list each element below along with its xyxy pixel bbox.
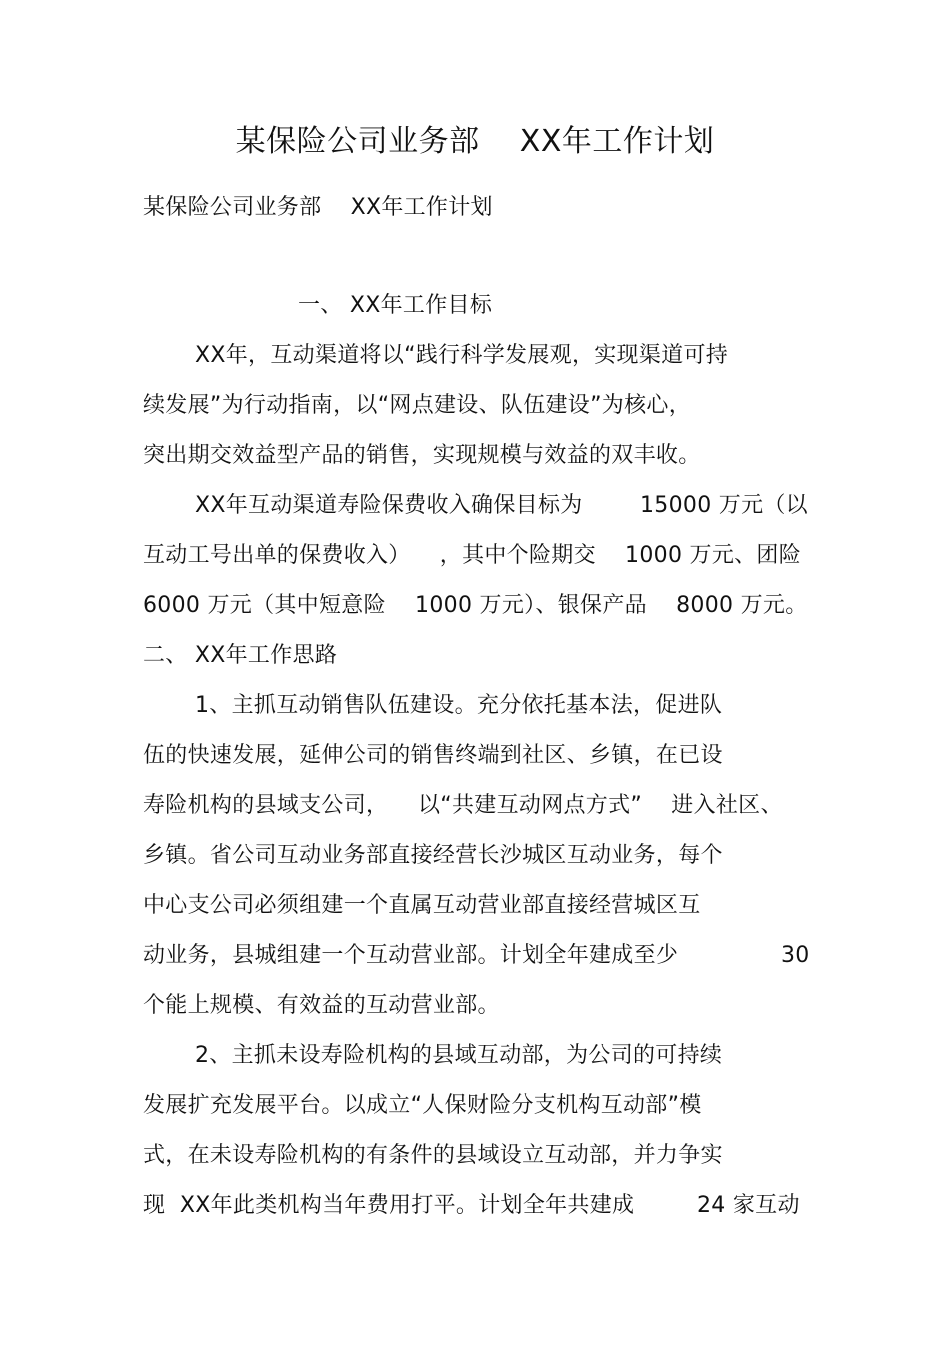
paragraph-line-tail: 15000 万元（以 xyxy=(640,493,808,518)
section-heading-goals: 一、 XX年工作目标 xyxy=(298,293,493,318)
paragraph-line: 动业务，县城组建一个互动营业部。计划全年建成至少 xyxy=(143,943,679,968)
paragraph-line: 发展扩充发展平台。以成立“人保财险分支机构互动部”模 xyxy=(143,1093,702,1118)
paragraph-line: 中心支公司必须组建一个直属互动营业部直接经营城区互 xyxy=(143,893,701,918)
paragraph-line: 个能上规模、有效益的互动营业部。 xyxy=(143,993,500,1018)
paragraph-line: 1、主抓互动销售队伍建设。充分依托基本法，促进队 xyxy=(195,693,723,718)
paragraph-line: 突出期交效益型产品的销售，实现规模与效益的双丰收。 xyxy=(143,443,701,468)
paragraph-line: 6000 万元（其中短意险 1000 万元）、银保产品 8000 万元。 xyxy=(143,593,808,618)
paragraph-line: 现 XX年此类机构当年费用打平。计划全年共建成 xyxy=(143,1193,635,1218)
paragraph-line: 互动工号出单的保费收入） ，其中个险期交 1000 万元、团险 xyxy=(143,543,802,568)
paragraph-line-tail: 24 家互动 xyxy=(697,1193,800,1218)
document-subtitle: 某保险公司业务部 XX年工作计划 xyxy=(143,195,493,220)
paragraph-line: 式，在未设寿险机构的有条件的县域设立互动部，并力争实 xyxy=(143,1143,723,1168)
paragraph-line-tail: 以“共建互动网点方式” 进入社区、 xyxy=(418,793,783,818)
paragraph-line-tail: 30 xyxy=(781,943,810,968)
paragraph-line: 乡镇。省公司互动业务部直接经营长沙城区互动业务，每个 xyxy=(143,843,723,868)
paragraph-line: 续发展”为行动指南，以“网点建设、队伍建设”为核心， xyxy=(143,393,691,418)
paragraph-line: 2、主抓未设寿险机构的县域互动部，为公司的可持续 xyxy=(195,1043,723,1068)
paragraph-line: XX年，互动渠道将以“践行科学发展观，实现渠道可持 xyxy=(195,343,729,368)
paragraph-line: XX年互动渠道寿险保费收入确保目标为 xyxy=(195,493,583,518)
section-heading-ideas: 二、 XX年工作思路 xyxy=(143,643,338,668)
paragraph-line: 寿险机构的县域支公司， xyxy=(143,793,389,818)
paragraph-line: 伍的快速发展，延伸公司的销售终端到社区、乡镇，在已设 xyxy=(143,743,723,768)
document-title: 某保险公司业务部 XX年工作计划 xyxy=(235,124,715,159)
